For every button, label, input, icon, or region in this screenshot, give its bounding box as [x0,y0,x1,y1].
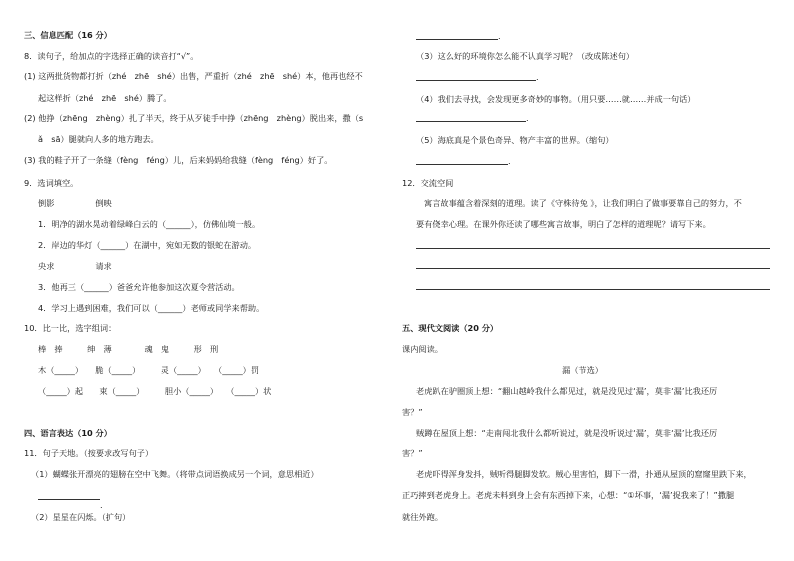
q11-item-3-answer-line [416,80,536,81]
q9-word-pair-2: 央求 请求 [38,261,112,271]
q9-item-2: 2．岸边的华灯（______）在湖中，宛如无数的银蛇在游动。 [38,240,257,250]
q9-item-3: 3．他再三（______）爸爸允许他参加这次夏令营活动。 [38,282,240,292]
q11-item-2-answer-line [416,39,498,40]
passage-p2-line-2: 害？” [402,448,423,458]
q11-item-1-period: . [100,500,103,510]
q8-item-3: (3) 我的鞋子开了一条缝（fèng féng）儿，后来妈妈给我缝（fèng féng）好了。 [24,155,333,165]
q8-item-2-line-2: ǎ sā）腿就向人多的地方跑去。 [38,134,159,144]
passage-title: 漏（节选） [562,365,603,375]
q12-answer-line-1 [416,248,770,249]
q10-characters: 棒 捧 绅 薄 魂 鬼 形 刑 [38,344,219,354]
q11-item-3: （3）这么好的环境你怎么能不认真学习呢？（改成陈述句） [416,51,635,61]
q8-item-2-line-1: (2) 他挣（zhēng zhèng）扎了半天，终于从歹徒手中挣（zhēng zhèng）脱出来，撒（s [24,113,364,123]
passage-p3-line-3: 就往外跑。 [402,512,443,522]
q8-item-1-line-2: 起这样折（zhé zhē shé）腾了。 [38,93,172,103]
q12-prompt-line-2: 要有侥幸心理。在课外你还读了哪些寓言故事，明白了怎样的道理呢？请写下来。 [416,219,711,229]
q11-item-1-answer-line [38,499,100,500]
q10-stem: 10．比一比，选字组词： [24,323,117,333]
q12-prompt-line-1: 寓言故事蕴含着深刻的道理。读了《守株待兔 》，让我们明白了做事要靠自己的努力，不 [424,198,742,208]
passage-p1-line-1: 老虎趴在驴圈顶上想：“翻山越岭我什么都见过，就是没见过‘漏’，莫非‘漏’比我还厉 [416,386,718,396]
passage-p3-line-2: 正巧摔到老虎身上。老虎未料到身上会有东西掉下来，心想：“①坏事，‘漏’捉我来了！”撒腿 [402,490,735,500]
q11-item-5-answer-line [416,164,508,165]
q10-row-1: 木（_____） 脆（_____） 灵（_____） （_____）罚 [38,365,260,375]
q9-item-1: 1．明净的湖水晃动着绿峰白云的（______），仿佛仙境一般。 [38,219,261,229]
q8-item-1-line-1: (1) 这两批货物都打折（zhé zhē shé）出售，严重折（zhé zhē shé）本，他再也经不 [24,71,363,81]
q9-stem: 9．选词填空。 [24,178,79,188]
section-4-title: 四、语言表达（10 分） [24,428,112,438]
passage-p2-line-1: 贼蹲在屋顶上想：“走南闯北我什么都听说过，就是没听说过‘漏’，莫非‘漏’比我还厉 [416,428,718,438]
passage-p1-line-2: 害？” [402,407,423,417]
q11-item-2: （2）星星在闪烁。（扩句） [31,512,131,522]
q12-answer-line-3 [416,289,770,290]
section-3-title: 三、信息匹配（16 分） [24,30,112,40]
q8-stem: 8．读句子，给加点的字选择正确的读音打“√”。 [24,51,199,61]
section-5-title: 五、现代文阅读（20 分） [402,323,499,333]
q9-word-pair-1: 倒影 倒映 [38,198,112,208]
q9-item-4: 4．学习上遇到困难，我们可以（______）老师或同学来帮助。 [38,303,265,313]
q12-answer-line-2 [416,268,770,269]
q11-stem: 11．句子天地。（按要求改写句子） [24,448,154,458]
q11-item-1: （1）蝴蝶张开漂亮的翅膀在空中飞舞。（将带点词语换成另一个词，意思相近） [31,469,319,479]
q11-item-4: （4）我们去寻找，会发现更多奇妙的事物。（用只要……就……并成一句话） [416,94,696,104]
q11-item-4-answer-line [416,121,526,122]
reading-intro: 课内阅读。 [402,344,443,354]
q11-item-5: （5）海底真是个景色奇异、物产丰富的世界。（缩句） [416,135,614,145]
q12-stem: 12．交流空间 [402,178,454,188]
q10-row-2: （_____）起 束（_____） 胆小（_____） （_____）状 [38,386,272,396]
passage-p3-line-1: 老虎吓得浑身发抖，贼听得腿脚发软。贼心里害怕，脚下一滑，扑通从屋顶的窟窿里跌下来， [416,469,752,479]
